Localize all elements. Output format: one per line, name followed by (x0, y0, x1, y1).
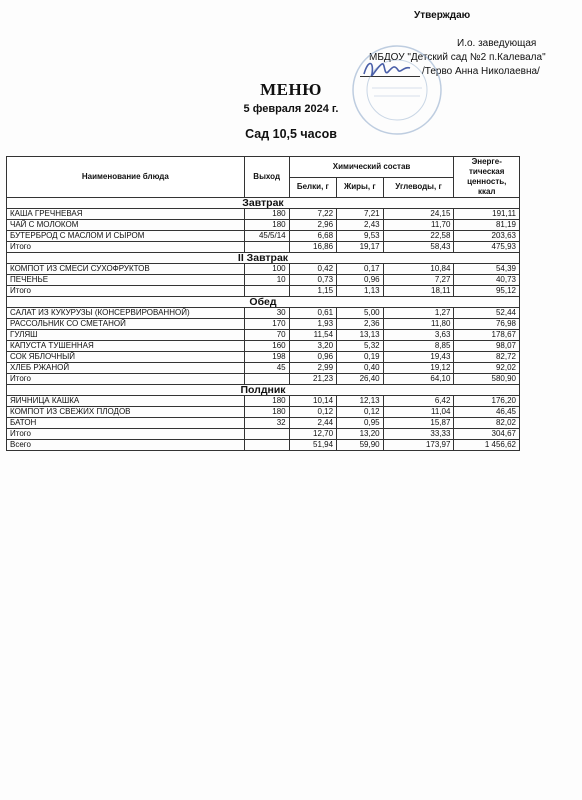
dish-output: 180 (244, 209, 289, 220)
approval-title: Утверждаю (414, 10, 471, 21)
table-row (7, 209, 520, 220)
header-carbs: Углеводы, г (383, 177, 454, 198)
dish-output: 180 (244, 396, 289, 407)
section-row (7, 198, 520, 209)
dish-output: 180 (244, 220, 289, 231)
dish-fats: 0,96 (337, 275, 384, 286)
header-output: Выход (244, 157, 289, 198)
dish-carbs: 3,63 (383, 330, 454, 341)
dish-proteins: 2,99 (289, 363, 336, 374)
total-row (7, 242, 520, 253)
signature-icon (360, 56, 420, 82)
total-carbs: 33,33 (383, 429, 454, 440)
total-output (244, 374, 289, 385)
table-row (7, 220, 520, 231)
dish-energy: 82,72 (454, 352, 520, 363)
dish-fats: 0,19 (337, 352, 384, 363)
dish-energy: 52,44 (454, 308, 520, 319)
menu-title: МЕНЮ (260, 80, 322, 99)
dish-carbs: 11,70 (383, 220, 454, 231)
dish-name: КОМПОТ ИЗ СВЕЖИХ ПЛОДОВ (7, 407, 245, 418)
menu-date: 5 февраля 2024 г. (243, 103, 339, 115)
dish-proteins: 3,20 (289, 341, 336, 352)
grand-total-proteins: 51,94 (289, 440, 336, 451)
total-label: Итого (7, 286, 245, 297)
total-fats: 19,17 (337, 242, 384, 253)
dish-fats: 5,32 (337, 341, 384, 352)
dish-fats: 2,36 (337, 319, 384, 330)
dish-name: СОК ЯБЛОЧНЫЙ (7, 352, 245, 363)
menu-table (6, 156, 520, 451)
dish-fats: 0,95 (337, 418, 384, 429)
total-label: Итого (7, 374, 245, 385)
dish-name: ЧАЙ С МОЛОКОМ (7, 220, 245, 231)
total-carbs: 64,10 (383, 374, 454, 385)
dish-fats: 0,17 (337, 264, 384, 275)
dish-carbs: 19,43 (383, 352, 454, 363)
dish-fats: 12,13 (337, 396, 384, 407)
dish-energy: 98,07 (454, 341, 520, 352)
approval-position: И.о. заведующая (457, 38, 537, 49)
dish-energy: 40,73 (454, 275, 520, 286)
dish-fats: 0,12 (337, 407, 384, 418)
approval-name: /Терво Анна Николаевна/ (422, 66, 540, 77)
dish-output: 32 (244, 418, 289, 429)
section-title: Полдник (7, 385, 520, 396)
table-row (7, 330, 520, 341)
grand-total-label: Всего (7, 440, 245, 451)
dish-energy: 178,67 (454, 330, 520, 341)
dish-fats: 9,53 (337, 231, 384, 242)
dish-output: 70 (244, 330, 289, 341)
dish-proteins: 6,68 (289, 231, 336, 242)
dish-fats: 5,00 (337, 308, 384, 319)
dish-output: 198 (244, 352, 289, 363)
header-energy: Энерге- тическая ценность, ккал (454, 157, 520, 198)
table-row (7, 319, 520, 330)
table-row (7, 352, 520, 363)
dish-energy: 81,19 (454, 220, 520, 231)
menu-subtitle: Сад 10,5 часов (245, 127, 337, 141)
dish-proteins: 0,96 (289, 352, 336, 363)
total-label: Итого (7, 242, 245, 253)
dish-name: БАТОН (7, 418, 245, 429)
approval-block (0, 0, 582, 120)
dish-proteins: 2,96 (289, 220, 336, 231)
table-row (7, 275, 520, 286)
dish-output: 100 (244, 264, 289, 275)
dish-proteins: 2,44 (289, 418, 336, 429)
dish-proteins: 0,42 (289, 264, 336, 275)
total-output (244, 286, 289, 297)
dish-carbs: 11,80 (383, 319, 454, 330)
table-row (7, 418, 520, 429)
total-proteins: 16,86 (289, 242, 336, 253)
grand-total-output (244, 440, 289, 451)
dish-carbs: 10,84 (383, 264, 454, 275)
dish-name: ЯИЧНИЦА КАШКА (7, 396, 245, 407)
dish-name: БУТЕРБРОД С МАСЛОМ И СЫРОМ (7, 231, 245, 242)
dish-name: САЛАТ ИЗ КУКУРУЗЫ (КОНСЕРВИРОВАННОЙ) (7, 308, 245, 319)
dish-proteins: 7,22 (289, 209, 336, 220)
dish-proteins: 0,73 (289, 275, 336, 286)
dish-energy: 203,63 (454, 231, 520, 242)
total-carbs: 18,11 (383, 286, 454, 297)
total-fats: 26,40 (337, 374, 384, 385)
dish-energy: 46,45 (454, 407, 520, 418)
dish-name: РАССОЛЬНИК СО СМЕТАНОЙ (7, 319, 245, 330)
grand-total-fats: 59,90 (337, 440, 384, 451)
dish-name: ПЕЧЕНЬЕ (7, 275, 245, 286)
header-name: Наименование блюда (7, 157, 245, 198)
header-fats: Жиры, г (337, 177, 384, 198)
total-proteins: 1,15 (289, 286, 336, 297)
dish-carbs: 6,42 (383, 396, 454, 407)
dish-carbs: 1,27 (383, 308, 454, 319)
dish-energy: 76,98 (454, 319, 520, 330)
dish-proteins: 10,14 (289, 396, 336, 407)
total-row (7, 286, 520, 297)
total-row (7, 374, 520, 385)
grand-total-energy: 1 456,62 (454, 440, 520, 451)
section-title: Завтрак (7, 198, 520, 209)
section-row (7, 297, 520, 308)
total-label: Итого (7, 429, 245, 440)
dish-name: КОМПОТ ИЗ СМЕСИ СУХОФРУКТОВ (7, 264, 245, 275)
total-output (244, 242, 289, 253)
dish-fats: 0,40 (337, 363, 384, 374)
dish-output: 45/5/14 (244, 231, 289, 242)
table-row (7, 308, 520, 319)
dish-carbs: 22,58 (383, 231, 454, 242)
table-row (7, 341, 520, 352)
dish-name: КАПУСТА ТУШЕННАЯ (7, 341, 245, 352)
table-row (7, 407, 520, 418)
dish-output: 45 (244, 363, 289, 374)
grand-total-carbs: 173,97 (383, 440, 454, 451)
dish-carbs: 11,04 (383, 407, 454, 418)
total-energy: 475,93 (454, 242, 520, 253)
header-chem: Химический состав (289, 157, 454, 178)
dish-name: ХЛЕБ РЖАНОЙ (7, 363, 245, 374)
approval-organization: МБДОУ "Детский сад №2 п.Калевала" (369, 52, 546, 63)
dish-carbs: 7,27 (383, 275, 454, 286)
dish-energy: 82,02 (454, 418, 520, 429)
total-proteins: 21,23 (289, 374, 336, 385)
dish-name: КАША ГРЕЧНЕВАЯ (7, 209, 245, 220)
dish-proteins: 1,93 (289, 319, 336, 330)
dish-energy: 176,20 (454, 396, 520, 407)
dish-proteins: 0,12 (289, 407, 336, 418)
dish-name: ГУЛЯШ (7, 330, 245, 341)
table-row (7, 396, 520, 407)
dish-output: 180 (244, 407, 289, 418)
table-row (7, 264, 520, 275)
total-proteins: 12,70 (289, 429, 336, 440)
dish-proteins: 11,54 (289, 330, 336, 341)
total-output (244, 429, 289, 440)
total-energy: 95,12 (454, 286, 520, 297)
total-energy: 304,67 (454, 429, 520, 440)
dish-carbs: 19,12 (383, 363, 454, 374)
dish-energy: 191,11 (454, 209, 520, 220)
header-proteins: Белки, г (289, 177, 336, 198)
dish-output: 10 (244, 275, 289, 286)
section-title: II Завтрак (7, 253, 520, 264)
dish-fats: 13,13 (337, 330, 384, 341)
total-carbs: 58,43 (383, 242, 454, 253)
table-row (7, 363, 520, 374)
total-fats: 1,13 (337, 286, 384, 297)
dish-proteins: 0,61 (289, 308, 336, 319)
dish-output: 160 (244, 341, 289, 352)
grand-total-row (7, 440, 520, 451)
dish-output: 170 (244, 319, 289, 330)
total-energy: 580,90 (454, 374, 520, 385)
table-row (7, 231, 520, 242)
menu-table-body (7, 198, 520, 451)
dish-carbs: 15,87 (383, 418, 454, 429)
section-row (7, 385, 520, 396)
dish-carbs: 8,85 (383, 341, 454, 352)
dish-fats: 2,43 (337, 220, 384, 231)
section-title: Обед (7, 297, 520, 308)
total-fats: 13,20 (337, 429, 384, 440)
dish-fats: 7,21 (337, 209, 384, 220)
total-row (7, 429, 520, 440)
section-row (7, 253, 520, 264)
dish-carbs: 24,15 (383, 209, 454, 220)
dish-energy: 92,02 (454, 363, 520, 374)
dish-output: 30 (244, 308, 289, 319)
dish-energy: 54,39 (454, 264, 520, 275)
